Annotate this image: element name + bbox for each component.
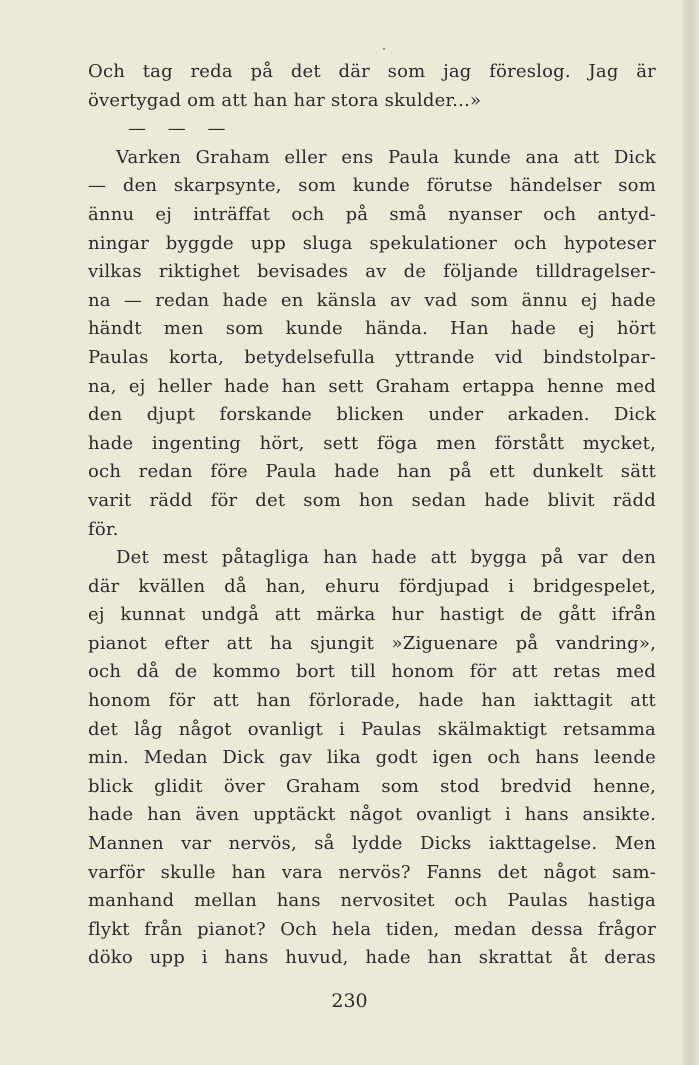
text-line: det låg något ovanligt i Paulas skälmaktigt retsamma bbox=[88, 718, 656, 740]
text-line: händt men som kunde hända. Han hade ej hört bbox=[88, 318, 656, 340]
page-edge-gutter bbox=[683, 0, 699, 1065]
text-line: döko upp i hans huvud, hade han skrattat åt deras bbox=[88, 947, 656, 969]
text-line: där kvällen då han, ehuru fördjupad i bridgespelet, bbox=[88, 575, 656, 597]
text-line: Mannen var nervös, så lydde Dicks iakttagelse. Men bbox=[88, 833, 656, 855]
text-line: varit rädd för det som hon sedan hade blivit rädd bbox=[88, 489, 656, 511]
text-line: ej kunnat undgå att märka hur hastigt de gått ifrån bbox=[88, 604, 656, 626]
section-break: — — — bbox=[128, 118, 234, 140]
text-line: Det mest påtagliga han hade att bygga på var den bbox=[116, 547, 656, 569]
text-line: och då de kommo bort till honom för att retas med bbox=[88, 661, 656, 683]
text-line: varför skulle han vara nervös? Fanns det något sam- bbox=[88, 861, 656, 883]
scan-speck bbox=[383, 48, 385, 50]
text-line: na, ej heller hade han sett Graham ertappa henne med bbox=[88, 375, 656, 397]
text-line: Och tag reda på det där som jag föreslog. Jag är bbox=[88, 61, 656, 82]
text-line: för. bbox=[88, 518, 119, 540]
text-line: manhand mellan hans nervositet och Paulas hastiga bbox=[88, 890, 656, 912]
text-line: na — redan hade en känsla av vad som ännu ej hade bbox=[88, 289, 656, 311]
text-line: blick glidit över Graham som stod bredvid henne, bbox=[88, 775, 656, 797]
text-line: — den skarpsynte, som kunde förutse händelser som bbox=[88, 175, 656, 197]
page-number: 230 bbox=[331, 990, 368, 1012]
text-line: hade han även upptäckt något ovanligt i hans ansikte. bbox=[88, 804, 656, 826]
text-line: och redan före Paula hade han på ett dunkelt sätt bbox=[88, 461, 656, 483]
text-line: hade ingenting hört, sett föga men förstått mycket, bbox=[88, 432, 656, 454]
text-line: ningar byggde upp sluga spekulationer och hypoteser bbox=[88, 232, 656, 254]
text-line: min. Medan Dick gav lika godt igen och hans leende bbox=[88, 747, 656, 769]
text-line: Paulas korta, betydelsefulla yttrande vid bindstolpar- bbox=[88, 346, 656, 368]
text-line: vilkas riktighet bevisades av de följande tilldragelser- bbox=[88, 261, 656, 283]
text-line: flykt från pianot? Och hela tiden, medan dessa frågor bbox=[88, 918, 656, 940]
page-body-text bbox=[88, 58, 656, 973]
text-line: den djupt forskande blicken under arkaden. Dick bbox=[88, 404, 656, 426]
text-line: honom för att han förlorade, hade han iakttagit att bbox=[88, 690, 656, 712]
text-line: övertygad om att han har stora skulder...» bbox=[88, 89, 482, 111]
text-line: pianot efter att ha sjungit »Ziguenare på vandring», bbox=[88, 632, 656, 654]
text-line: Varken Graham eller ens Paula kunde ana att Dick bbox=[116, 146, 656, 168]
text-line: ännu ej inträffat och på små nyanser och antyd- bbox=[88, 203, 656, 225]
